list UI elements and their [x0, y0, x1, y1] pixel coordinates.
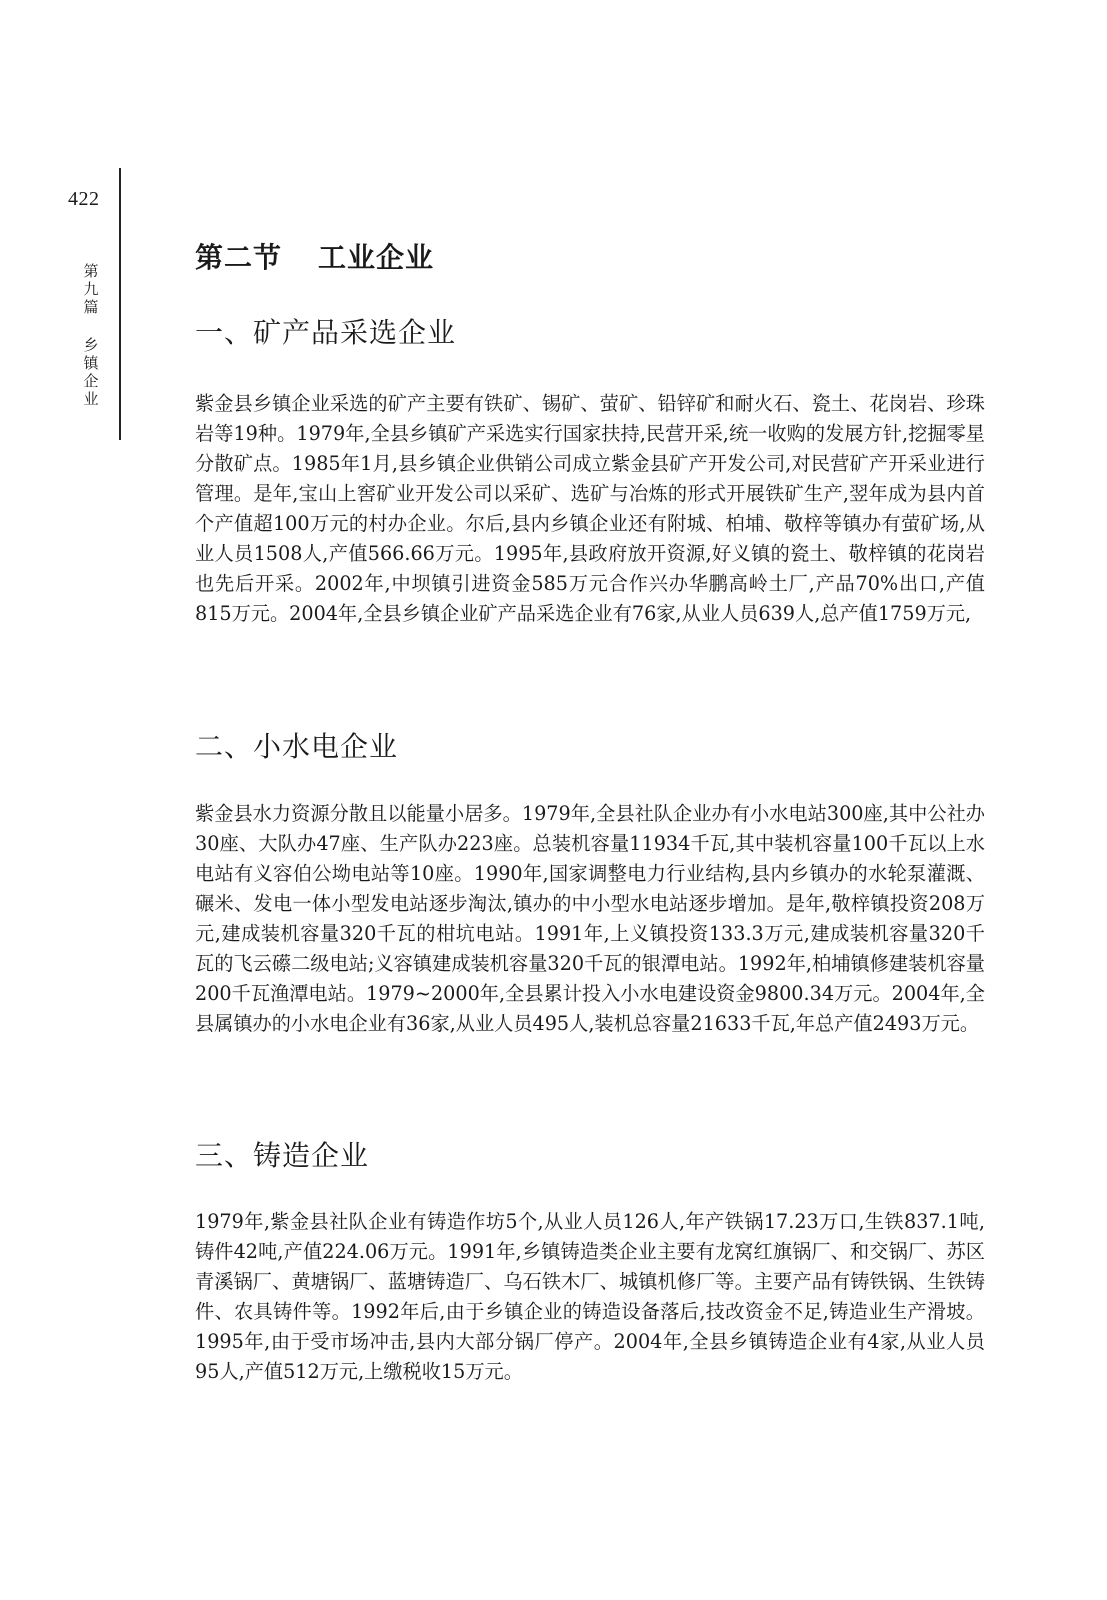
running-head-char: 镇 — [83, 354, 99, 372]
section-number: 第二节 — [195, 241, 283, 274]
subsection-heading-hydropower: 二、小水电企业 — [195, 730, 399, 763]
subsection-heading-mining: 一、矿产品采选企业 — [195, 316, 457, 349]
running-head-char: 九 — [83, 280, 99, 298]
section-title — [195, 236, 434, 276]
paragraph-mining: 紫金县乡镇企业采选的矿产主要有铁矿、锡矿、萤矿、铅锌矿和耐火石、瓷土、花岗岩、珍珠岩等19种。1979年,全县乡镇矿产采选实行国家扶持,民营开采,统一收购的发展方针,挖掘零星分散矿点。1985年1月,县乡镇企业供销公司成立紫金县矿产开发公司,对民营矿产开采业进行管理。是年,宝山上窖矿业开发公司以采矿、选矿与冶炼的形式开展铁矿生产,翌年成为县内首个产值超100万元的村办企业。尔后,县内乡镇企业还有附城、柏埔、敬梓等镇办有萤矿场,从业人员1508人,产值566.66万元。1995年,县政府放开资源,好义镇的瓷土、敬梓镇的花岗岩也先后开采。2002年,中坝镇引进资金585万元合作兴办华鹏高岭土厂,产品70%出口,产值815万元。2004年,全县乡镇企业矿产品采选企业有76家,从业人员639人,总产值1759万元, — [195, 392, 985, 625]
subsection-heading-foundry: 三、铸造企业 — [195, 1139, 370, 1172]
running-head — [80, 262, 102, 408]
section-title-text: 工业企业 — [318, 241, 435, 274]
paragraph-foundry: 1979年,紫金县社队企业有铸造作坊5个,从业人员126人,年产铁锅17.23万口,生铁837.1吨,铸件42吨,产值224.06万元。1991年,乡镇铸造类企业主要有龙窝红旗锅厂、和交锅厂、苏区青溪锅厂、黄塘锅厂、蓝塘铸造厂、乌石铁木厂、城镇机修厂等。主要产品有铸铁锅、生铁铸件、农具铸件等。1992年后,由于乡镇企业的铸造设备落后,技改资金不足,铸造业生产滑坡。1995年,由于受市场冲击,县内大部分锅厂停产。2004年,全县乡镇铸造企业有4家,从业人员95人,产值512万元,上缴税收15万元。 — [195, 1210, 985, 1383]
running-head-gap — [80, 316, 102, 336]
margin-rule — [119, 168, 121, 440]
page-number: 422 — [68, 188, 100, 210]
running-head-char: 篇 — [83, 298, 99, 316]
paragraph-hydropower: 紫金县水力资源分散且以能量小居多。1979年,全县社队企业办有小水电站300座,其中公社办30座、大队办47座、生产队办223座。总装机容量11934千瓦,其中装机容量100千瓦以上水电站有义容伯公坳电站等10座。1990年,国家调整电力行业结构,县内乡镇办的水轮泵灌溉、碾米、发电一体小型发电站逐步淘汰,镇办的中小型水电站逐步增加。是年,敬梓镇投资208万元,建成装机容量320千瓦的柑坑电站。1991年,上义镇投资133.3万元,建成装机容量320千瓦的飞云礤二级电站;义容镇建成装机容量320千瓦的银潭电站。1992年,柏埔镇修建装机容量200千瓦渔潭电站。1979~2000年,全县累计投入小水电建设资金9800.34万元。2004年,全县属镇办的小水电企业有36家,从业人员495人,装机总容量21633千瓦,年总产值2493万元。 — [195, 802, 985, 1035]
running-head-char: 企 — [83, 372, 99, 390]
running-head-char: 业 — [83, 390, 99, 408]
running-head-char: 乡 — [83, 336, 99, 354]
running-head-char: 第 — [83, 262, 99, 280]
